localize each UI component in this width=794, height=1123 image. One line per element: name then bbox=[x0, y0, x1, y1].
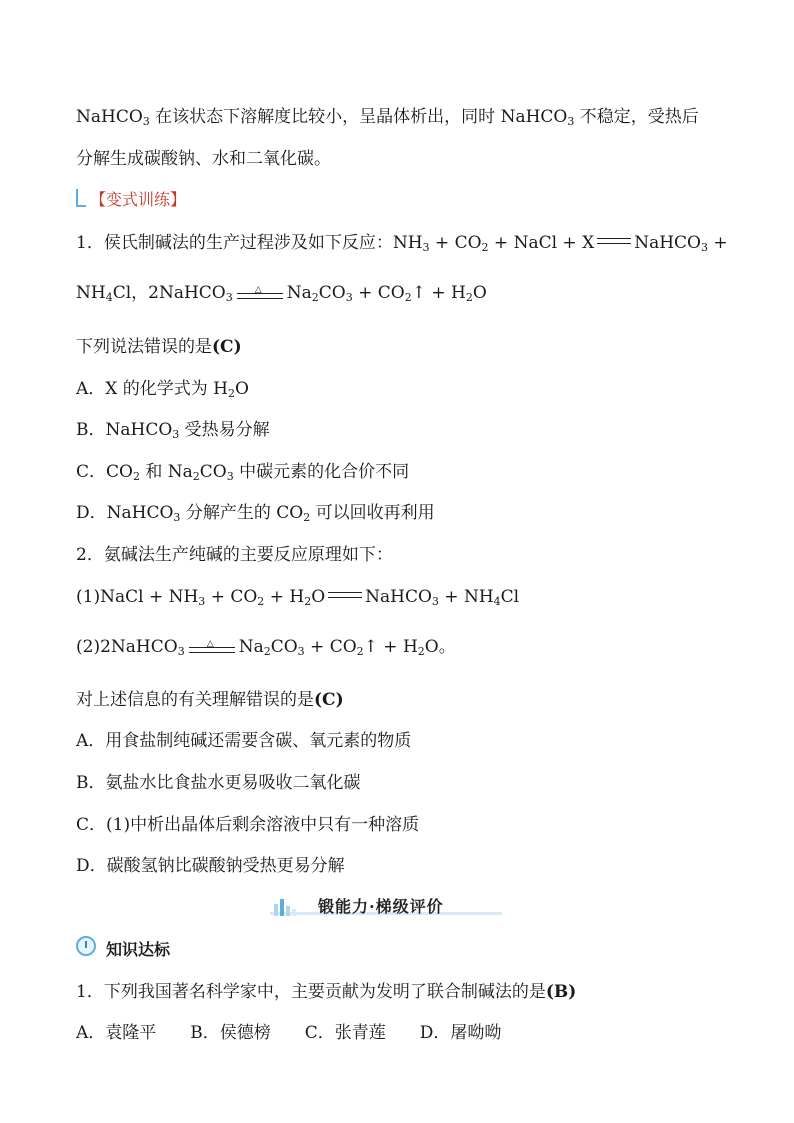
text: 在该状态下溶解度比较小，呈晶体析出，同时 NaHCO bbox=[149, 107, 568, 127]
subscript: 4 bbox=[493, 595, 501, 608]
subscript: 2 bbox=[465, 291, 473, 304]
subscript: 2 bbox=[417, 645, 425, 658]
building-icon bbox=[272, 896, 306, 916]
text: + CO bbox=[352, 283, 405, 303]
text: + H bbox=[264, 587, 305, 607]
subscript: 2 bbox=[404, 291, 412, 304]
subscript: 3 bbox=[297, 645, 305, 658]
text: CO bbox=[318, 283, 346, 303]
q2-stem: 2．氨碱法生产纯碱的主要反应原理如下： bbox=[76, 545, 393, 565]
subscript: 3 bbox=[225, 291, 233, 304]
subscript: 3 bbox=[700, 241, 708, 254]
subscript: 2 bbox=[228, 387, 236, 400]
answer: (C) bbox=[314, 690, 344, 710]
q1-option-d bbox=[76, 501, 435, 530]
q3-stem bbox=[76, 980, 576, 1004]
q3-options: A．袁隆平 B．侯德榜 C．张青莲 D．屠呦呦 bbox=[76, 1023, 502, 1043]
knowledge-title: 知识达标 bbox=[106, 940, 171, 959]
q2-reaction-1 bbox=[76, 585, 519, 614]
q2-option-c: C．(1)中析出晶体后剩余溶液中只有一种溶质 bbox=[76, 815, 420, 835]
subscript: 4 bbox=[105, 291, 113, 304]
text: O。 bbox=[424, 637, 456, 657]
text: NaHCO bbox=[365, 587, 432, 607]
text: ↑ + H bbox=[363, 637, 418, 657]
subscript: 2 bbox=[263, 645, 271, 658]
text: 1．下列我国著名科学家中，主要贡献为发明了联合制碱法的是 bbox=[76, 982, 546, 1002]
subscript: 3 bbox=[142, 115, 150, 128]
answer: (B) bbox=[545, 982, 577, 1002]
text: + NaCl + X bbox=[488, 233, 595, 253]
equals-bars bbox=[189, 647, 235, 653]
intro-line-1 bbox=[76, 105, 699, 134]
subscript: 2 bbox=[304, 595, 312, 608]
heating-equals-sign bbox=[237, 284, 283, 302]
subscript: 2 bbox=[303, 511, 311, 524]
subscript: 2 bbox=[257, 595, 265, 608]
text: Na bbox=[286, 283, 312, 303]
text: B．NaHCO bbox=[76, 420, 173, 440]
text: + NH bbox=[438, 587, 494, 607]
text: NaHCO bbox=[634, 233, 701, 253]
subscript: 3 bbox=[226, 470, 234, 483]
text: A．X 的化学式为 H bbox=[76, 379, 229, 399]
q1-question bbox=[76, 335, 242, 359]
banner-title: 锻能力·梯级评价 bbox=[318, 897, 444, 916]
subscript: 2 bbox=[132, 470, 140, 483]
text: + bbox=[707, 233, 728, 253]
subscript: 3 bbox=[172, 428, 180, 441]
text: 下列说法错误的是 bbox=[76, 337, 212, 357]
equals-bars bbox=[237, 293, 283, 299]
text: (1)NaCl + NH bbox=[76, 587, 199, 607]
q2-reaction-2 bbox=[76, 635, 456, 664]
subscript: 3 bbox=[177, 645, 185, 658]
intro-line-2: 分解生成碳酸钠、水和二氧化碳。 bbox=[76, 149, 331, 169]
text: 1．侯氏制碱法的生产过程涉及如下反应：NH bbox=[76, 233, 423, 253]
text: Na bbox=[238, 637, 264, 657]
subscript: 2 bbox=[481, 241, 489, 254]
q1-equation-2 bbox=[76, 281, 487, 310]
heat-symbol: △ bbox=[254, 285, 262, 295]
subscript: 2 bbox=[192, 470, 200, 483]
text: 受热易分解 bbox=[179, 420, 270, 440]
section-banner bbox=[270, 894, 502, 920]
variant-training-heading bbox=[76, 189, 186, 211]
text: + CO bbox=[304, 637, 357, 657]
q1-option-b bbox=[76, 418, 270, 447]
text: (2)2NaHCO bbox=[76, 637, 178, 657]
subscript: 2 bbox=[311, 291, 319, 304]
text: O bbox=[235, 379, 249, 399]
equals-sign bbox=[597, 238, 631, 244]
text: D．NaHCO bbox=[76, 503, 174, 523]
subscript: 2 bbox=[356, 645, 364, 658]
subscript: 3 bbox=[431, 595, 439, 608]
text: O bbox=[311, 587, 326, 607]
text: Cl，2NaHCO bbox=[112, 283, 226, 303]
text: NH bbox=[76, 283, 106, 303]
text: NaHCO bbox=[76, 107, 143, 127]
q2-option-d: D．碳酸氢钠比碳酸钠受热更易分解 bbox=[76, 856, 345, 876]
text: 不稳定，受热后 bbox=[574, 107, 699, 127]
text: 中碳元素的化合价不同 bbox=[233, 462, 410, 482]
q2-question bbox=[76, 688, 344, 712]
text: Cl bbox=[500, 587, 520, 607]
subscript: 3 bbox=[567, 115, 575, 128]
text: O bbox=[472, 283, 487, 303]
q2-option-b: B．氨盐水比食盐水更易吸收二氧化碳 bbox=[76, 773, 361, 793]
equals-sign bbox=[328, 592, 362, 598]
text: C．CO bbox=[76, 462, 133, 482]
clock-icon bbox=[76, 936, 96, 956]
heat-symbol: △ bbox=[206, 639, 214, 649]
heading-text: 【变式训练】 bbox=[90, 190, 187, 209]
q2-option-a: A．用食盐制纯碱还需要含碳、氧元素的物质 bbox=[76, 731, 412, 751]
subscript: 3 bbox=[198, 595, 206, 608]
bookmark-icon bbox=[76, 189, 86, 207]
heating-equals-sign bbox=[189, 638, 235, 656]
text: ↑ + H bbox=[411, 283, 466, 303]
text: 对上述信息的有关理解错误的是 bbox=[76, 690, 314, 710]
text: + CO bbox=[205, 587, 258, 607]
q1-option-a bbox=[76, 377, 249, 406]
subscript: 3 bbox=[422, 241, 430, 254]
answer: (C) bbox=[212, 337, 242, 357]
text: CO bbox=[270, 637, 298, 657]
subscript: 3 bbox=[345, 291, 353, 304]
text: 分解产生的 CO bbox=[180, 503, 304, 523]
text: 可以回收再利用 bbox=[310, 503, 435, 523]
text: 和 Na bbox=[139, 462, 193, 482]
text: CO bbox=[199, 462, 227, 482]
text: + CO bbox=[429, 233, 482, 253]
q1-option-c bbox=[76, 460, 409, 489]
subscript: 3 bbox=[173, 511, 181, 524]
q1-stem bbox=[76, 231, 728, 260]
